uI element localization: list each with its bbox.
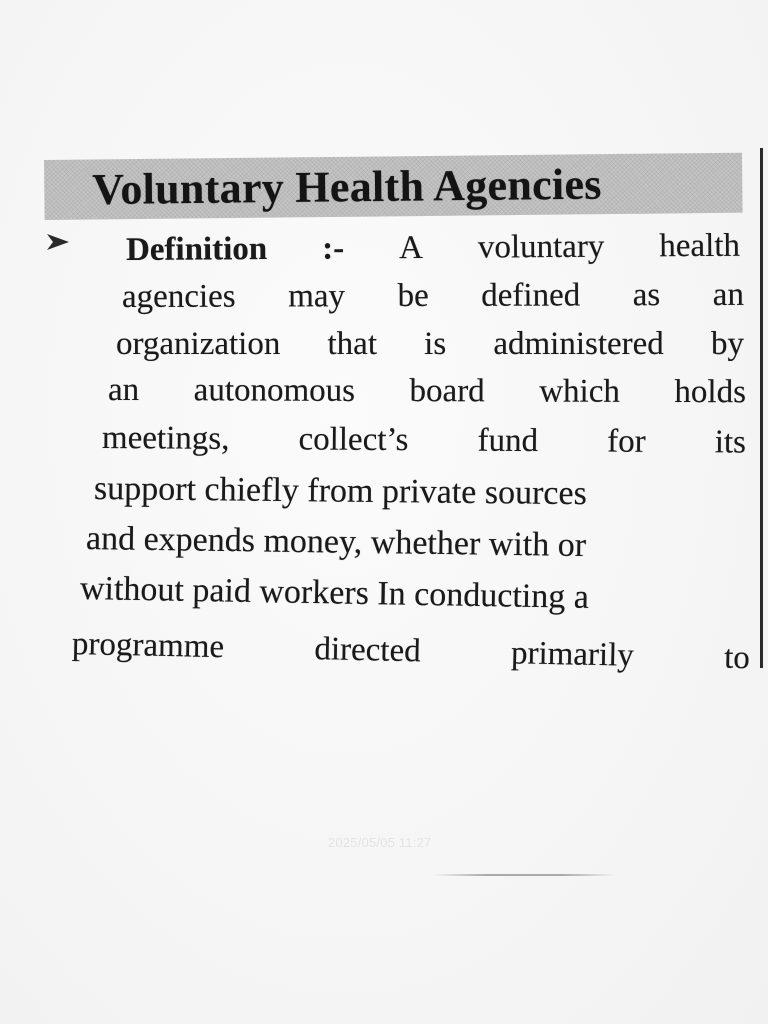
definition-line-9 bbox=[72, 626, 751, 677]
word: holds bbox=[674, 373, 747, 411]
arrowhead-bullet-icon bbox=[46, 232, 70, 252]
word: directed bbox=[314, 631, 422, 670]
word: administered bbox=[493, 326, 664, 362]
definition-line-3 bbox=[116, 326, 744, 363]
word: voluntary bbox=[477, 228, 605, 266]
word: is bbox=[424, 326, 447, 362]
word: as bbox=[632, 277, 661, 314]
definition-line-5 bbox=[102, 420, 746, 461]
word: be bbox=[397, 277, 429, 315]
word: programme bbox=[71, 626, 225, 666]
word: A bbox=[398, 229, 424, 267]
word: by bbox=[710, 326, 744, 362]
photo-timestamp: 2025/05/05 11:27 bbox=[328, 835, 432, 850]
sentence-fragment: without paid workers In conducting a bbox=[79, 570, 590, 616]
word: collect’s bbox=[298, 421, 409, 459]
definition-line-6 bbox=[94, 470, 748, 515]
definition-line-7 bbox=[86, 520, 750, 567]
word: organization bbox=[116, 326, 281, 362]
word: which bbox=[539, 373, 620, 410]
sentence-fragment: support chiefly from private sources bbox=[93, 470, 588, 513]
definition-separator: :- bbox=[322, 230, 345, 267]
page-edge-line bbox=[760, 148, 763, 668]
word: an bbox=[712, 276, 744, 313]
page-title: Voluntary Health Agencies bbox=[92, 159, 602, 214]
word: health bbox=[659, 227, 741, 265]
word: may bbox=[288, 278, 346, 315]
word: for bbox=[607, 423, 646, 460]
word: meetings, bbox=[101, 420, 230, 457]
word: primarily bbox=[510, 635, 635, 674]
word: defined bbox=[481, 277, 581, 314]
word: board bbox=[409, 373, 485, 410]
sentence-fragment: and expends money, whether with or bbox=[85, 520, 587, 564]
word: fund bbox=[477, 422, 539, 460]
definition-line-1 bbox=[126, 228, 740, 269]
bottom-rule-line bbox=[432, 874, 617, 876]
definition-label: Definition bbox=[125, 231, 268, 268]
definition-line-4 bbox=[108, 372, 746, 411]
word: agencies bbox=[121, 278, 236, 315]
word: its bbox=[714, 424, 747, 461]
word: autonomous bbox=[193, 372, 356, 409]
word: that bbox=[327, 326, 377, 362]
word: to bbox=[723, 639, 751, 677]
definition-line-2 bbox=[122, 277, 744, 316]
definition-line-8 bbox=[80, 570, 751, 620]
word: an bbox=[107, 372, 140, 409]
